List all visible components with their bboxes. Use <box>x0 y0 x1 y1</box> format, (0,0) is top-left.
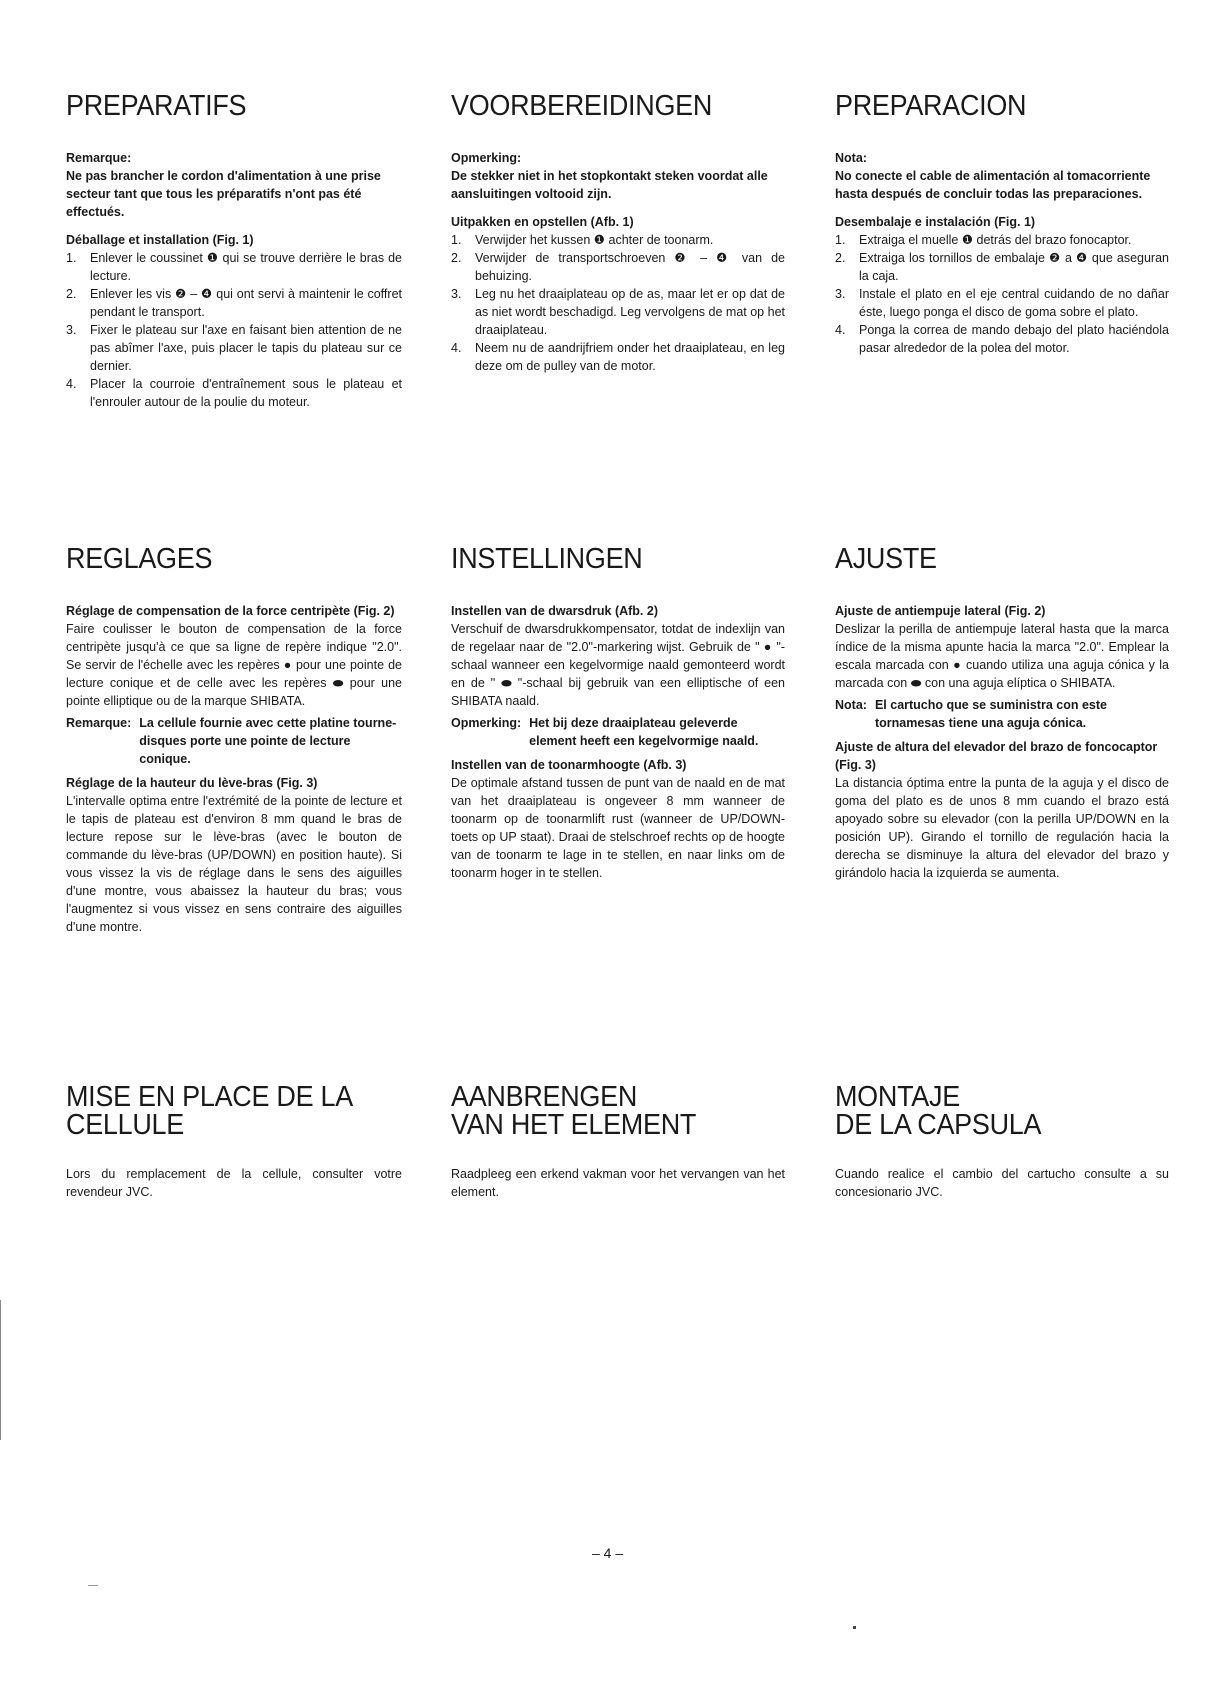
list-item: 4. Placer la courroie d'entraînement sous le plateau et l'enrouler autour de la poulie du moteur. <box>66 377 402 409</box>
es-adjustments-note-label: Nota: <box>835 698 867 712</box>
es-cartridge-title: MONTAJE DE LA CAPSULA <box>835 1081 1042 1141</box>
es-cartridge-text: Cuando realice el cambio del cartucho consulte a su concesionario JVC. <box>835 1167 1169 1199</box>
es-preparation-note-label: Nota: <box>835 151 867 165</box>
es-adjustments-section <box>835 545 1169 882</box>
nl-adjustments-note-text: Het bij deze draaiplateau geleverde element heeft een kegelvormige naald. <box>529 716 759 748</box>
nl-antiskating-heading: Instellen van de dwarsdruk (Afb. 2) <box>451 604 658 618</box>
fr-preparation-section <box>66 92 402 411</box>
fr-preparation-steps <box>66 249 402 411</box>
fr-adjustments-section <box>66 545 402 936</box>
es-adjustments-note <box>835 696 1169 732</box>
nl-cartridge-text: Raadpleeg een erkend vakman voor het vervangen van het element. <box>451 1167 785 1199</box>
list-item: 2. Enlever les vis ❷ – ❹ qui ont servi à maintenir le coffret pendant le transport. <box>66 287 402 319</box>
nl-adjustments-title: INSTELLINGEN <box>451 543 643 575</box>
scan-mark <box>0 1300 1 1440</box>
nl-adjustments-note <box>451 714 785 750</box>
nl-preparation-steps <box>451 231 785 375</box>
fr-adjustments-title: REGLAGES <box>66 543 213 575</box>
list-item: 1. Enlever le coussinet ❶ qui se trouve derrière le bras de lecture. <box>66 251 402 283</box>
list-item: 3. Leg nu het draaiplateau op de as, maar let er op dat de as niet wordt beschadigd. Leg vervolgens de mat op het draaiplateau. <box>451 287 785 337</box>
list-item: 1. Extraiga el muelle ❶ detrás del brazo fonocaptor. <box>835 233 1132 247</box>
list-item: 3. Fixer le plateau sur l'axe en faisant bien attention de ne pas abîmer l'axe, puis placer le tapis du plateau sur ce dernier. <box>66 323 402 373</box>
fr-preparation-note-label: Remarque: <box>66 151 132 165</box>
nl-armlift-heading: Instellen van de toonarmhoogte (Afb. 3) <box>451 758 687 772</box>
fr-antiskating-text: Faire coulisser le bouton de compensation de la force centripète jusqu'à ce que sa ligne de repère indique "2.0". Se servir de l'échelle avec les repères ● pour une pointe de lecture conique et de celle avec les repères ⬬ pour une pointe elliptique ou de la marque SHIBATA. <box>66 622 402 708</box>
fr-cartridge-text: Lors du remplacement de la cellule, consulter votre revendeur JVC. <box>66 1167 402 1199</box>
fr-cartridge-section <box>66 1083 402 1201</box>
es-preparation-steps <box>835 231 1169 357</box>
nl-cartridge-title: AANBRENGEN VAN HET ELEMENT <box>451 1081 697 1141</box>
nl-armlift-text: De optimale afstand tussen de punt van de naald en de mat van het draaiplateau is ongeveer 8 mm wanneer de toonarm op de toonarmlift rust (wanneer de UP/DOWN-toets op UP staat). Draai de stelschroef rechts op de hoogte van de toonarm te lage in te stellen, en naar links om de toonarm hoger in te stellen. <box>451 776 785 880</box>
es-cartridge-section <box>835 1083 1169 1201</box>
fr-armlift-text: L'intervalle optima entre l'extrémité de la pointe de lecture et le tapis de plateau est d'environ 8 mm quand le bras de lecture repose sur le lève-bras (avec le bouton de commande du lève-bras (UP/DOWN) en position haute). Si vous vissez la vis de réglage dans le sens des aiguilles d'une montre, vous abaissez la hauteur du bras; vous l'augmentez si vous vissez en sens contraire des aiguilles d'une montre. <box>66 794 402 934</box>
nl-preparation-section <box>451 92 785 375</box>
es-antiskating-text: Deslizar la perilla de antiempuje lateral hasta que la marca índice de la misma apunte hacia la marca "2.0". Emplear la escala marcada con ● cuando utiliza una aguja cónica y la marcada con ⬬ con una aguja elíptica o SHIBATA. <box>835 622 1169 690</box>
list-item: 2. Verwijder de transportschroeven ❷ – ❹ van de behuizing. <box>451 251 785 283</box>
list-item: 2. Extraiga los tornillos de embalaje ❷ a ❹ que aseguran la caja. <box>835 251 1169 283</box>
es-preparation-subheading: Desembalaje e instalación (Fig. 1) <box>835 215 1036 229</box>
fr-adjustments-note-label: Remarque: <box>66 716 132 730</box>
es-adjustments-note-text: El cartucho que se suministra con este tornamesas tiene una aguja cónica. <box>874 698 1107 730</box>
es-preparation-note-text: No conecte el cable de alimentación al tomacorriente hasta después de concluir todas las preparaciones. <box>835 169 1151 201</box>
nl-preparation-subheading: Uitpakken en opstellen (Afb. 1) <box>451 215 634 229</box>
nl-preparation-note-text: De stekker niet in het stopkontakt steken voordat alle aansluitingen voltooid zijn. <box>451 169 768 201</box>
page-number: – 4 – <box>592 1545 624 1561</box>
list-item: 3. Instale el plato en el eje central cuidando de no dañar éste, luego ponga el disco de goma sobre el plato. <box>835 287 1169 319</box>
nl-preparation-title: VOORBEREIDINGEN <box>451 90 713 122</box>
fr-preparation-title: PREPARATIFS <box>66 90 247 122</box>
nl-adjustments-section <box>451 545 785 882</box>
scan-mark <box>853 1626 856 1629</box>
list-item: 1. Verwijder het kussen ❶ achter de toonarm. <box>451 233 714 247</box>
fr-adjustments-note <box>66 714 402 768</box>
fr-armlift-heading: Réglage de la hauteur du lève-bras (Fig. 3) <box>66 776 318 790</box>
es-preparation-section <box>835 92 1169 357</box>
fr-cartridge-title: MISE EN PLACE DE LA CELLULE <box>66 1081 353 1141</box>
nl-cartridge-section <box>451 1083 785 1201</box>
es-armlift-heading: Ajuste de altura del elevador del brazo de foncocaptor (Fig. 3) <box>835 740 1158 772</box>
nl-antiskating-text: Verschuif de dwarsdrukkompensator, totdat de indexlijn van de regelaar naar de "2.0"-markering wijst. Gebruik de " ● "-schaal wanneer een kegelvormige naald gemonteerd wordt en de " ⬬ "-schaal bij gebruik van een elliptische of een SHIBATA naald. <box>451 622 785 708</box>
fr-preparation-subheading: Déballage et installation (Fig. 1) <box>66 233 254 247</box>
nl-preparation-note-label: Opmerking: <box>451 151 522 165</box>
scan-mark <box>88 1585 98 1586</box>
es-preparation-title: PREPARACION <box>835 90 1027 122</box>
es-armlift-text: La distancia óptima entre la punta de la aguja y el disco de goma del plato es de unos 8 mm cuando el brazo está apoyado sobre su elevador (con la perilla UP/DOWN en la posición UP). Girando el tornillo de regulación hacia la derecha se disminuye la altura del elevador del brazo y girándolo hacia la izquierda se aumenta. <box>835 776 1169 880</box>
es-adjustments-title: AJUSTE <box>835 543 937 575</box>
es-antiskating-heading: Ajuste de antiempuje lateral (Fig. 2) <box>835 604 1046 618</box>
list-item: 4. Neem nu de aandrijfriem onder het draaiplateau, en leg deze om de pulley van de motor. <box>451 341 785 373</box>
nl-adjustments-note-label: Opmerking: <box>451 716 522 730</box>
list-item: 4. Ponga la correa de mando debajo del plato haciéndola pasar alrededor de la polea del motor. <box>835 323 1169 355</box>
fr-antiskating-heading: Réglage de compensation de la force centripète (Fig. 2) <box>66 604 395 618</box>
fr-adjustments-note-text: La cellule fournie avec cette platine tourne-disques porte une pointe de lecture conique. <box>139 716 397 766</box>
fr-preparation-note-text: Ne pas brancher le cordon d'alimentation à une prise secteur tant que tous les préparatifs n'ont pas été effectués. <box>66 169 381 219</box>
